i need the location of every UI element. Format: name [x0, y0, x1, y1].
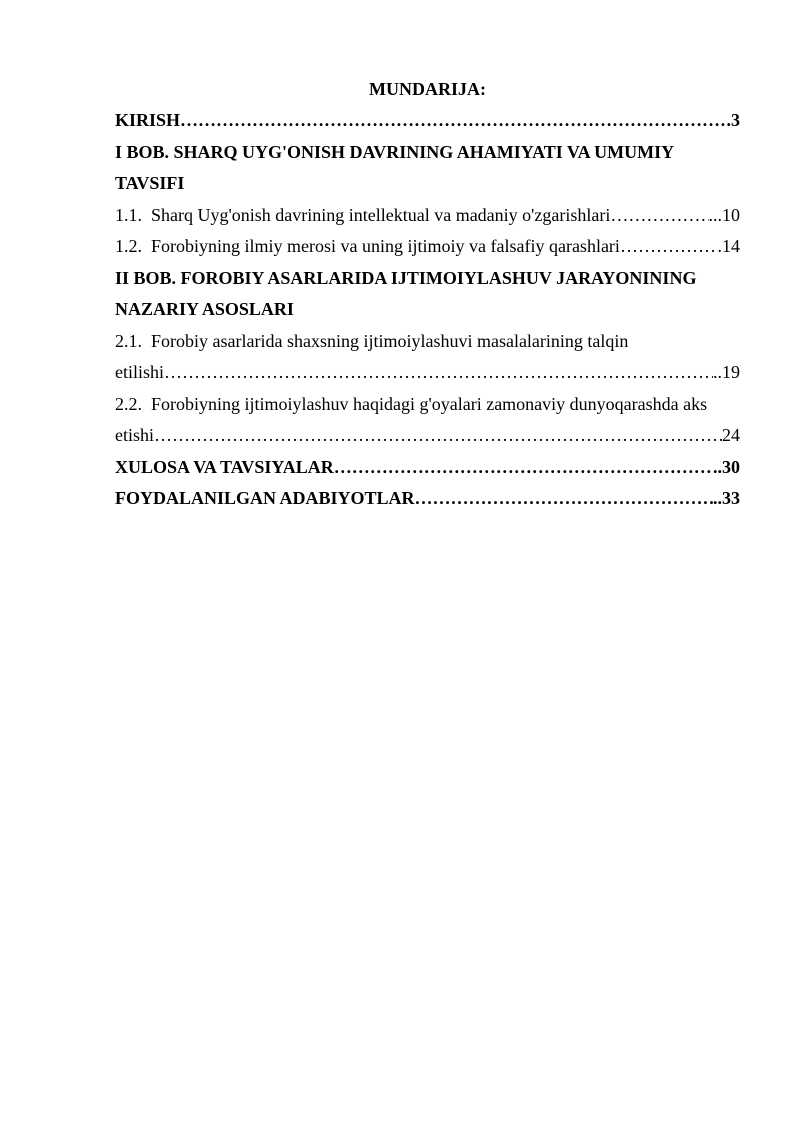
toc-entry-label-cont: etilishi: [115, 362, 164, 382]
toc-entry-xulosa: [115, 452, 740, 484]
toc-leader-dots: [154, 420, 722, 452]
toc-leader-dots: [610, 200, 708, 232]
toc-entry-label: KIRISH: [115, 110, 181, 130]
toc-entry-label: XULOSA VA TAVSIYALAR: [115, 456, 334, 477]
toc-title: MUNDARIJA:: [369, 79, 486, 99]
toc-entry-label-cont: etishi: [115, 425, 154, 445]
toc-leader-dots: [620, 231, 718, 263]
toc-entry-2-1-cont: [115, 357, 740, 389]
toc-entry-adabiyotlar: [115, 483, 740, 515]
toc-entry-2-2: [115, 389, 740, 421]
toc-entry-label: Sharq Uyg'onish davrining intellektual va madaniy o'zgarishlari: [151, 204, 611, 225]
toc-page-number: ..30: [713, 456, 740, 477]
toc-entry-2-1: [115, 326, 740, 358]
toc-entry-label: Forobiyning ilmiy merosi va uning ijtimoiy va falsafiy qarashlari: [151, 236, 620, 256]
toc-chapter-1-heading: I BOB. SHARQ UYG'ONISH DAVRINING AHAMIYATI VA UMUMIY: [115, 141, 675, 162]
toc-entry-label: Forobiy asarlarida shaxsning ijtimoiylashuvi masalalarining talqin: [151, 330, 629, 351]
toc-leader-dots: [180, 105, 726, 137]
toc-page-number: .14: [717, 236, 740, 256]
toc-entry-label: FOYDALANILGAN ADABIYOTLAR: [115, 488, 415, 508]
toc-entry-number: 2.1.: [115, 330, 142, 351]
toc-entry-1-2: [115, 231, 740, 263]
toc-page-number: 24: [722, 425, 740, 445]
toc-entry-number: 1.1.: [115, 204, 142, 225]
toc-chapter-2-heading: II BOB. FOROBIY ASARLARIDA IJTIMOIYLASHUV JARAYONINING: [115, 267, 697, 288]
toc-page-number: ..33: [713, 488, 740, 508]
toc-leader-dots: [164, 357, 713, 389]
toc-entry-1-1: [115, 200, 740, 232]
toc-page-number: .3: [726, 110, 740, 130]
toc-entry-2-2-cont: [115, 420, 740, 452]
toc-entry-number: 2.2.: [115, 393, 142, 414]
toc-entry-label: Forobiyning ijtimoiylashuv haqidagi g'oyalari zamonaviy dunyoqarashda aks: [151, 393, 708, 414]
toc-page-number: ...10: [708, 204, 740, 225]
toc-entry-kirish: [115, 105, 740, 137]
table-of-contents: [115, 74, 740, 515]
toc-chapter-2-heading-cont: NAZARIY ASOSLARI: [115, 299, 294, 319]
toc-page-number: ..19: [713, 362, 740, 382]
toc-entry-number: 1.2.: [115, 236, 142, 256]
toc-leader-dots: [415, 483, 713, 515]
toc-chapter-1-heading-cont: TAVSIFI: [115, 173, 185, 193]
toc-leader-dots: [334, 452, 713, 484]
